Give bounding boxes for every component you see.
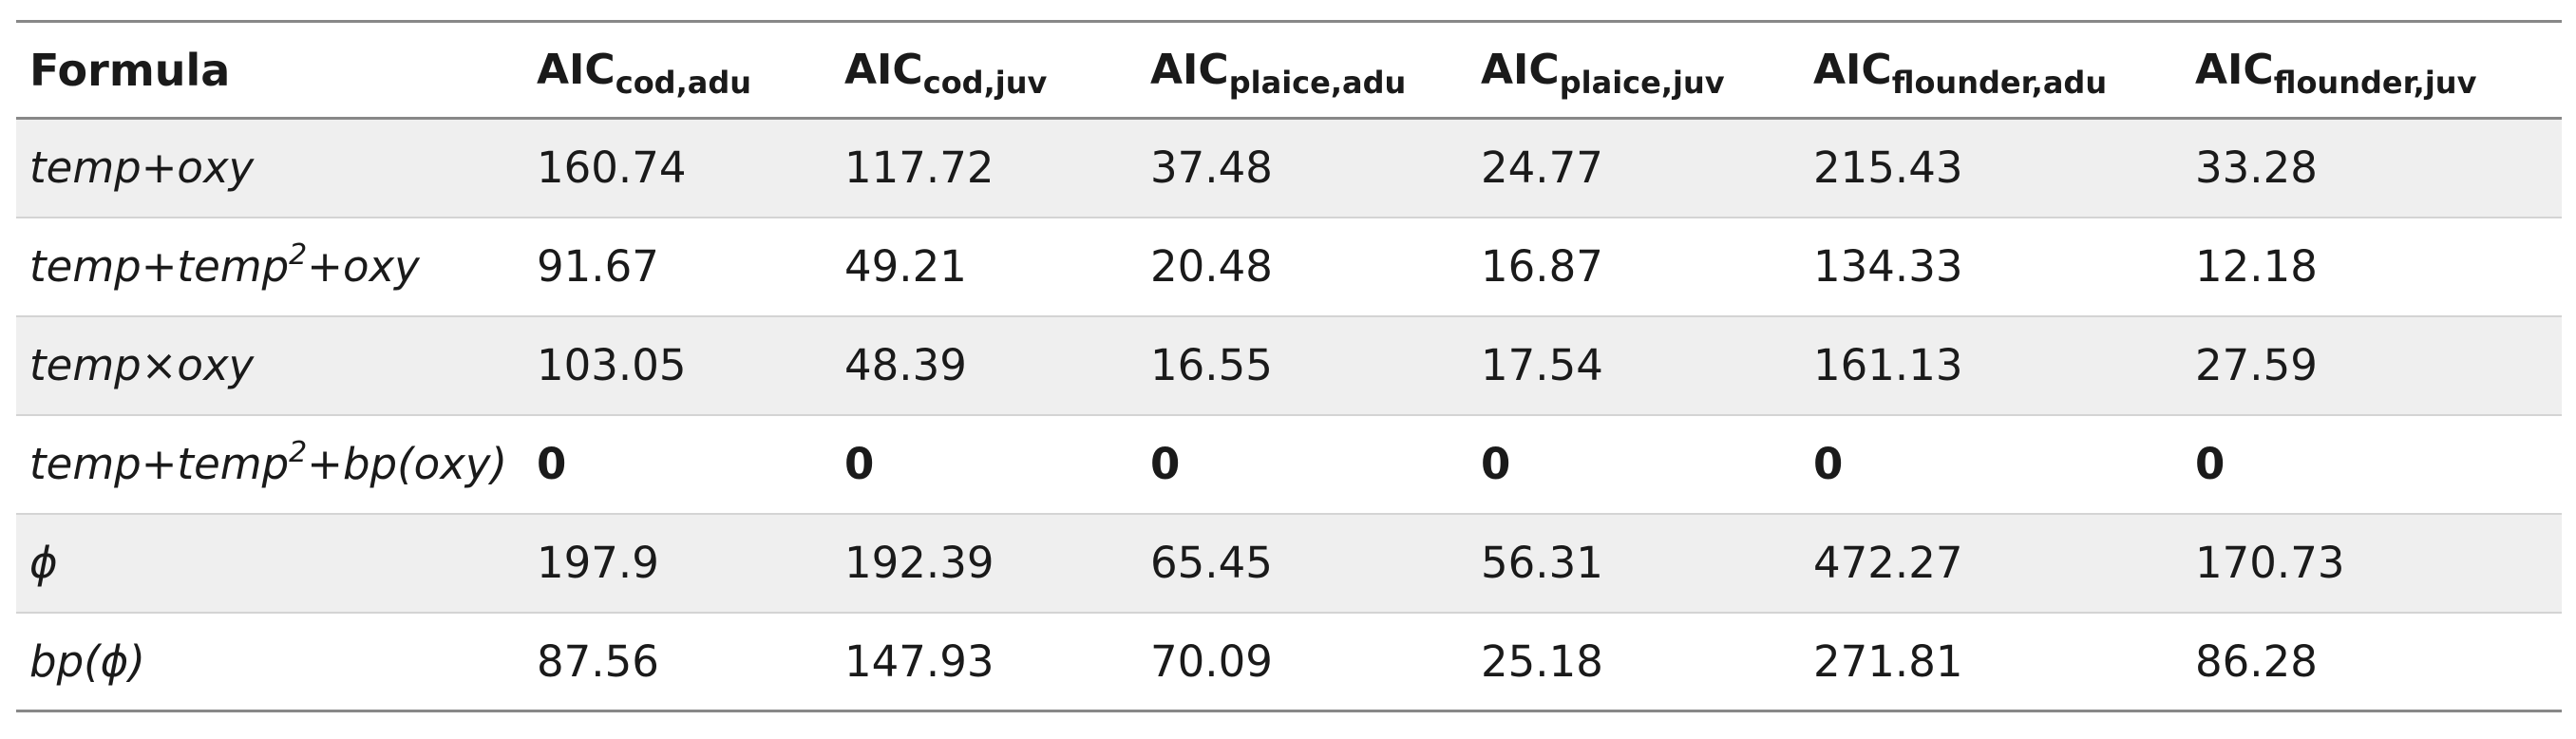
- value-cell: 134.33: [1813, 241, 1963, 292]
- value-cell: 33.28: [2195, 142, 2318, 194]
- header-aic-plaice-juv: [1468, 22, 1800, 119]
- header-aic-flounder-juv: [2182, 22, 2562, 119]
- aic-table: [16, 20, 2562, 712]
- header-base: AIC: [1813, 46, 1892, 94]
- value-cell: 161.13: [1813, 340, 1963, 390]
- formula-text: bp(ϕ): [29, 635, 145, 687]
- value-cell: 25.18: [1481, 635, 1603, 687]
- value-cell-best: 0: [2195, 439, 2226, 489]
- header-row: [16, 22, 2562, 119]
- value-cell: 215.43: [1813, 142, 1963, 194]
- formula-cell: [16, 119, 523, 218]
- value-cell: 12.18: [2195, 241, 2318, 292]
- formula-text: temp+temp: [29, 241, 290, 292]
- header-subscript: flounder,adu: [1891, 65, 2108, 101]
- value-cell: 147.93: [844, 635, 994, 687]
- value-cell: 86.28: [2195, 635, 2318, 687]
- value-cell: 170.73: [2195, 538, 2345, 588]
- formula-cell: [16, 415, 523, 514]
- formula-text: temp+temp: [29, 439, 290, 489]
- value-cell: 91.67: [537, 241, 659, 292]
- formula-text: temp+oxy: [29, 142, 255, 194]
- table-row: [16, 119, 2562, 218]
- header-formula: Formula: [29, 44, 231, 96]
- formula-superscript: 2: [289, 436, 308, 469]
- table-header: [16, 22, 2562, 119]
- value-cell-best: 0: [537, 439, 567, 489]
- formula-text-suffix: +oxy: [307, 241, 420, 292]
- formula-cell: [16, 514, 523, 613]
- value-cell: 56.31: [1481, 538, 1603, 588]
- header-aic-plaice-adu: [1137, 22, 1468, 119]
- value-cell: 87.56: [537, 635, 659, 687]
- formula-text: temp×oxy: [29, 340, 255, 390]
- value-cell: 16.87: [1481, 241, 1603, 292]
- aic-table-container: [16, 20, 2562, 712]
- value-cell: 48.39: [844, 340, 967, 390]
- value-cell-best: 0: [1150, 439, 1181, 489]
- header-subscript: cod,adu: [615, 65, 752, 101]
- header-base: AIC: [537, 46, 616, 94]
- value-cell: 271.81: [1813, 635, 1963, 687]
- value-cell: 27.59: [2195, 340, 2318, 390]
- table-row: [16, 613, 2562, 711]
- table-row: [16, 218, 2562, 316]
- table-body: [16, 119, 2562, 711]
- formula-cell: [16, 316, 523, 415]
- formula-superscript: 2: [289, 238, 308, 272]
- value-cell: 49.21: [844, 241, 967, 292]
- header-subscript: cod,juv: [922, 65, 1048, 101]
- value-cell: 472.27: [1813, 538, 1963, 588]
- value-cell: 160.74: [537, 142, 687, 194]
- header-base: AIC: [1150, 46, 1229, 94]
- header-base: AIC: [2195, 46, 2274, 94]
- value-cell: 24.77: [1481, 142, 1603, 194]
- value-cell: 65.45: [1150, 538, 1273, 588]
- value-cell: 192.39: [844, 538, 994, 588]
- header-subscript: flounder,juv: [2273, 65, 2477, 101]
- header-aic-flounder-adu: [1800, 22, 2182, 119]
- value-cell: 117.72: [844, 142, 994, 194]
- value-cell: 197.9: [537, 538, 659, 588]
- table-row: [16, 415, 2562, 514]
- table-row: [16, 316, 2562, 415]
- value-cell-best: 0: [1481, 439, 1511, 489]
- header-subscript: plaice,adu: [1228, 65, 1407, 101]
- header-aic-cod-adu: [523, 22, 831, 119]
- header-base: AIC: [1481, 46, 1560, 94]
- value-cell: 70.09: [1150, 635, 1273, 687]
- formula-cell: [16, 218, 523, 316]
- value-cell: 103.05: [537, 340, 687, 390]
- header-subscript: plaice,juv: [1559, 65, 1725, 101]
- formula-text: ϕ: [29, 538, 58, 588]
- value-cell: 16.55: [1150, 340, 1273, 390]
- value-cell: 17.54: [1481, 340, 1603, 390]
- value-cell-best: 0: [844, 439, 875, 489]
- value-cell-best: 0: [1813, 439, 1844, 489]
- header-aic-cod-juv: [831, 22, 1137, 119]
- formula-cell: [16, 613, 523, 711]
- value-cell: 20.48: [1150, 241, 1273, 292]
- table-row: [16, 514, 2562, 613]
- value-cell: 37.48: [1150, 142, 1273, 194]
- formula-text-suffix: +bp(oxy): [307, 439, 508, 489]
- header-base: AIC: [844, 46, 923, 94]
